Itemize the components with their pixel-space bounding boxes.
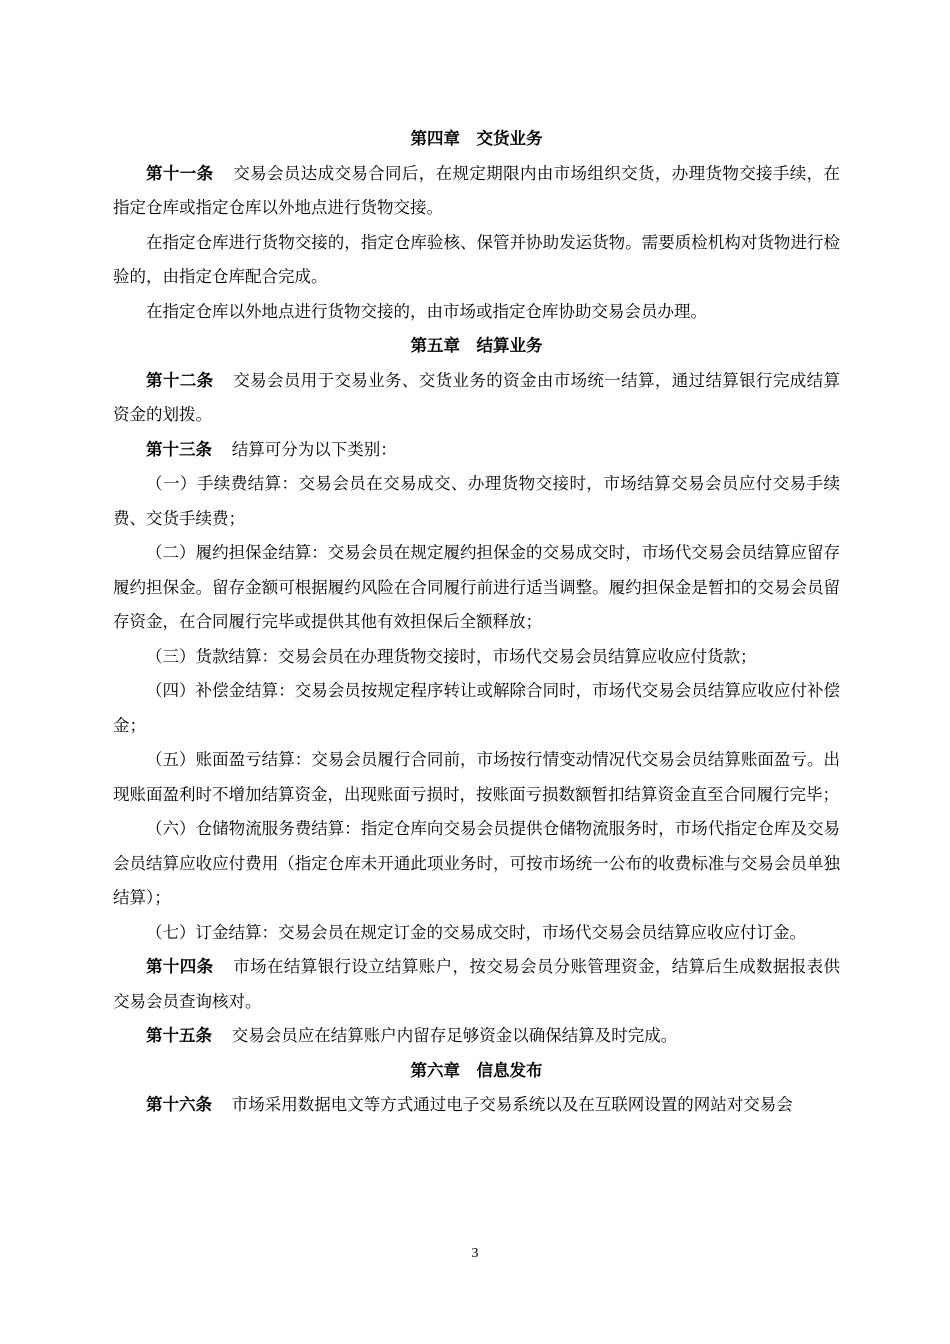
- article-paragraph: [113, 950, 840, 1019]
- chapter-heading: 第六章 信息发布: [410, 1060, 543, 1080]
- paragraph-text: （二）履约担保金结算：交易会员在规定履约担保金的交易成交时，市场代交易会员结算应留存履约担保金。留存金额可根据履约风险在合同履行前进行适当调整。履约担保金是暂扣的交易会员留存资金，在合同履行完毕或提供其他有效担保后全额释放；: [113, 543, 840, 631]
- article-paragraph: [113, 1088, 840, 1123]
- paragraph-text: （三）货款结算：交易会员在办理货物交接时，市场代交易会员结算应收应付货款；: [146, 646, 757, 666]
- paragraph-text: 交易会员应在结算账户内留存足够资金以确保结算及时完成。: [231, 1026, 678, 1045]
- article-paragraph: [113, 364, 840, 433]
- body-paragraph: [113, 743, 840, 812]
- article-paragraph: [113, 1019, 840, 1054]
- body-paragraph: [113, 226, 840, 295]
- paragraph-text: 在指定仓库以外地点进行货物交接的，由市场或指定仓库协助交易会员办理。: [146, 301, 707, 321]
- article-number: 第十一条: [146, 163, 214, 183]
- body-paragraph: [113, 674, 840, 743]
- paragraph-text: （一）手续费结算：交易会员在交易成交、办理货物交接时，市场结算交易会员应付交易手续费、交货手续费；: [113, 474, 840, 528]
- article-number: 第十五条: [146, 1026, 212, 1045]
- paragraph-text: 交易会员用于交易业务、交货业务的资金由市场统一结算，通过结算银行完成结算资金的划拨。: [113, 370, 841, 424]
- paragraph-text: （七）订金结算：交易会员在规定订金的交易成交时，市场代交易会员结算应收应付订金。: [146, 922, 806, 942]
- body-paragraph: [113, 916, 840, 951]
- paragraph-text: （五）账面盈亏结算：交易会员履行合同前，市场按行情变动情况代交易会员结算账面盈亏。出现账面盈利时不增加结算资金，出现账面亏损时，按账面亏损数额暂扣结算资金直至合同履行完毕；: [113, 750, 840, 804]
- paragraph-text: 市场采用数据电文等方式通过电子交易系统以及在互联网设置的网站对交易会: [231, 1095, 793, 1114]
- body-paragraph: [113, 295, 840, 330]
- paragraph-text: （四）补偿金结算：交易会员按规定程序转让或解除合同时，市场代交易会员结算应收应付补偿金；: [113, 681, 840, 735]
- article-paragraph: [113, 157, 840, 226]
- article-number: 第十四条: [146, 957, 214, 976]
- article-number: 第十三条: [146, 439, 212, 459]
- body-paragraph: [113, 536, 840, 640]
- body-paragraph: [113, 467, 840, 536]
- page-number: 3: [471, 1246, 479, 1261]
- chapter-heading: 第四章 交货业务: [410, 129, 543, 148]
- paragraph-text: 结算可分为以下类别：: [231, 439, 397, 459]
- paragraph-text: 市场在结算银行设立结算账户，按交易会员分账管理资金，结算后生成数据报表供交易会员查询核对。: [113, 957, 841, 1011]
- article-number: 第十二条: [146, 370, 214, 390]
- document-body: [113, 122, 840, 1123]
- paragraph-text: 在指定仓库进行货物交接的，指定仓库验核、保管并协助发运货物。需要质检机构对货物进行检验的，由指定仓库配合完成。: [113, 232, 840, 286]
- paragraph-text: （六）仓储物流服务费结算：指定仓库向交易会员提供仓储物流服务时，市场代指定仓库及交易会员结算应收应付费用（指定仓库未开通此项业务时，可按市场统一公布的收费标准与交易会员单独结算）；: [113, 819, 840, 907]
- paragraph-text: 交易会员达成交易合同后，在规定期限内由市场组织交货，办理货物交接手续，在指定仓库或指定仓库以外地点进行货物交接。: [113, 163, 841, 217]
- article-number: 第十六条: [146, 1095, 212, 1114]
- chapter-heading: 第五章 结算业务: [410, 336, 543, 355]
- article-paragraph: [113, 433, 840, 468]
- body-paragraph: [113, 640, 840, 675]
- body-paragraph: [113, 812, 840, 916]
